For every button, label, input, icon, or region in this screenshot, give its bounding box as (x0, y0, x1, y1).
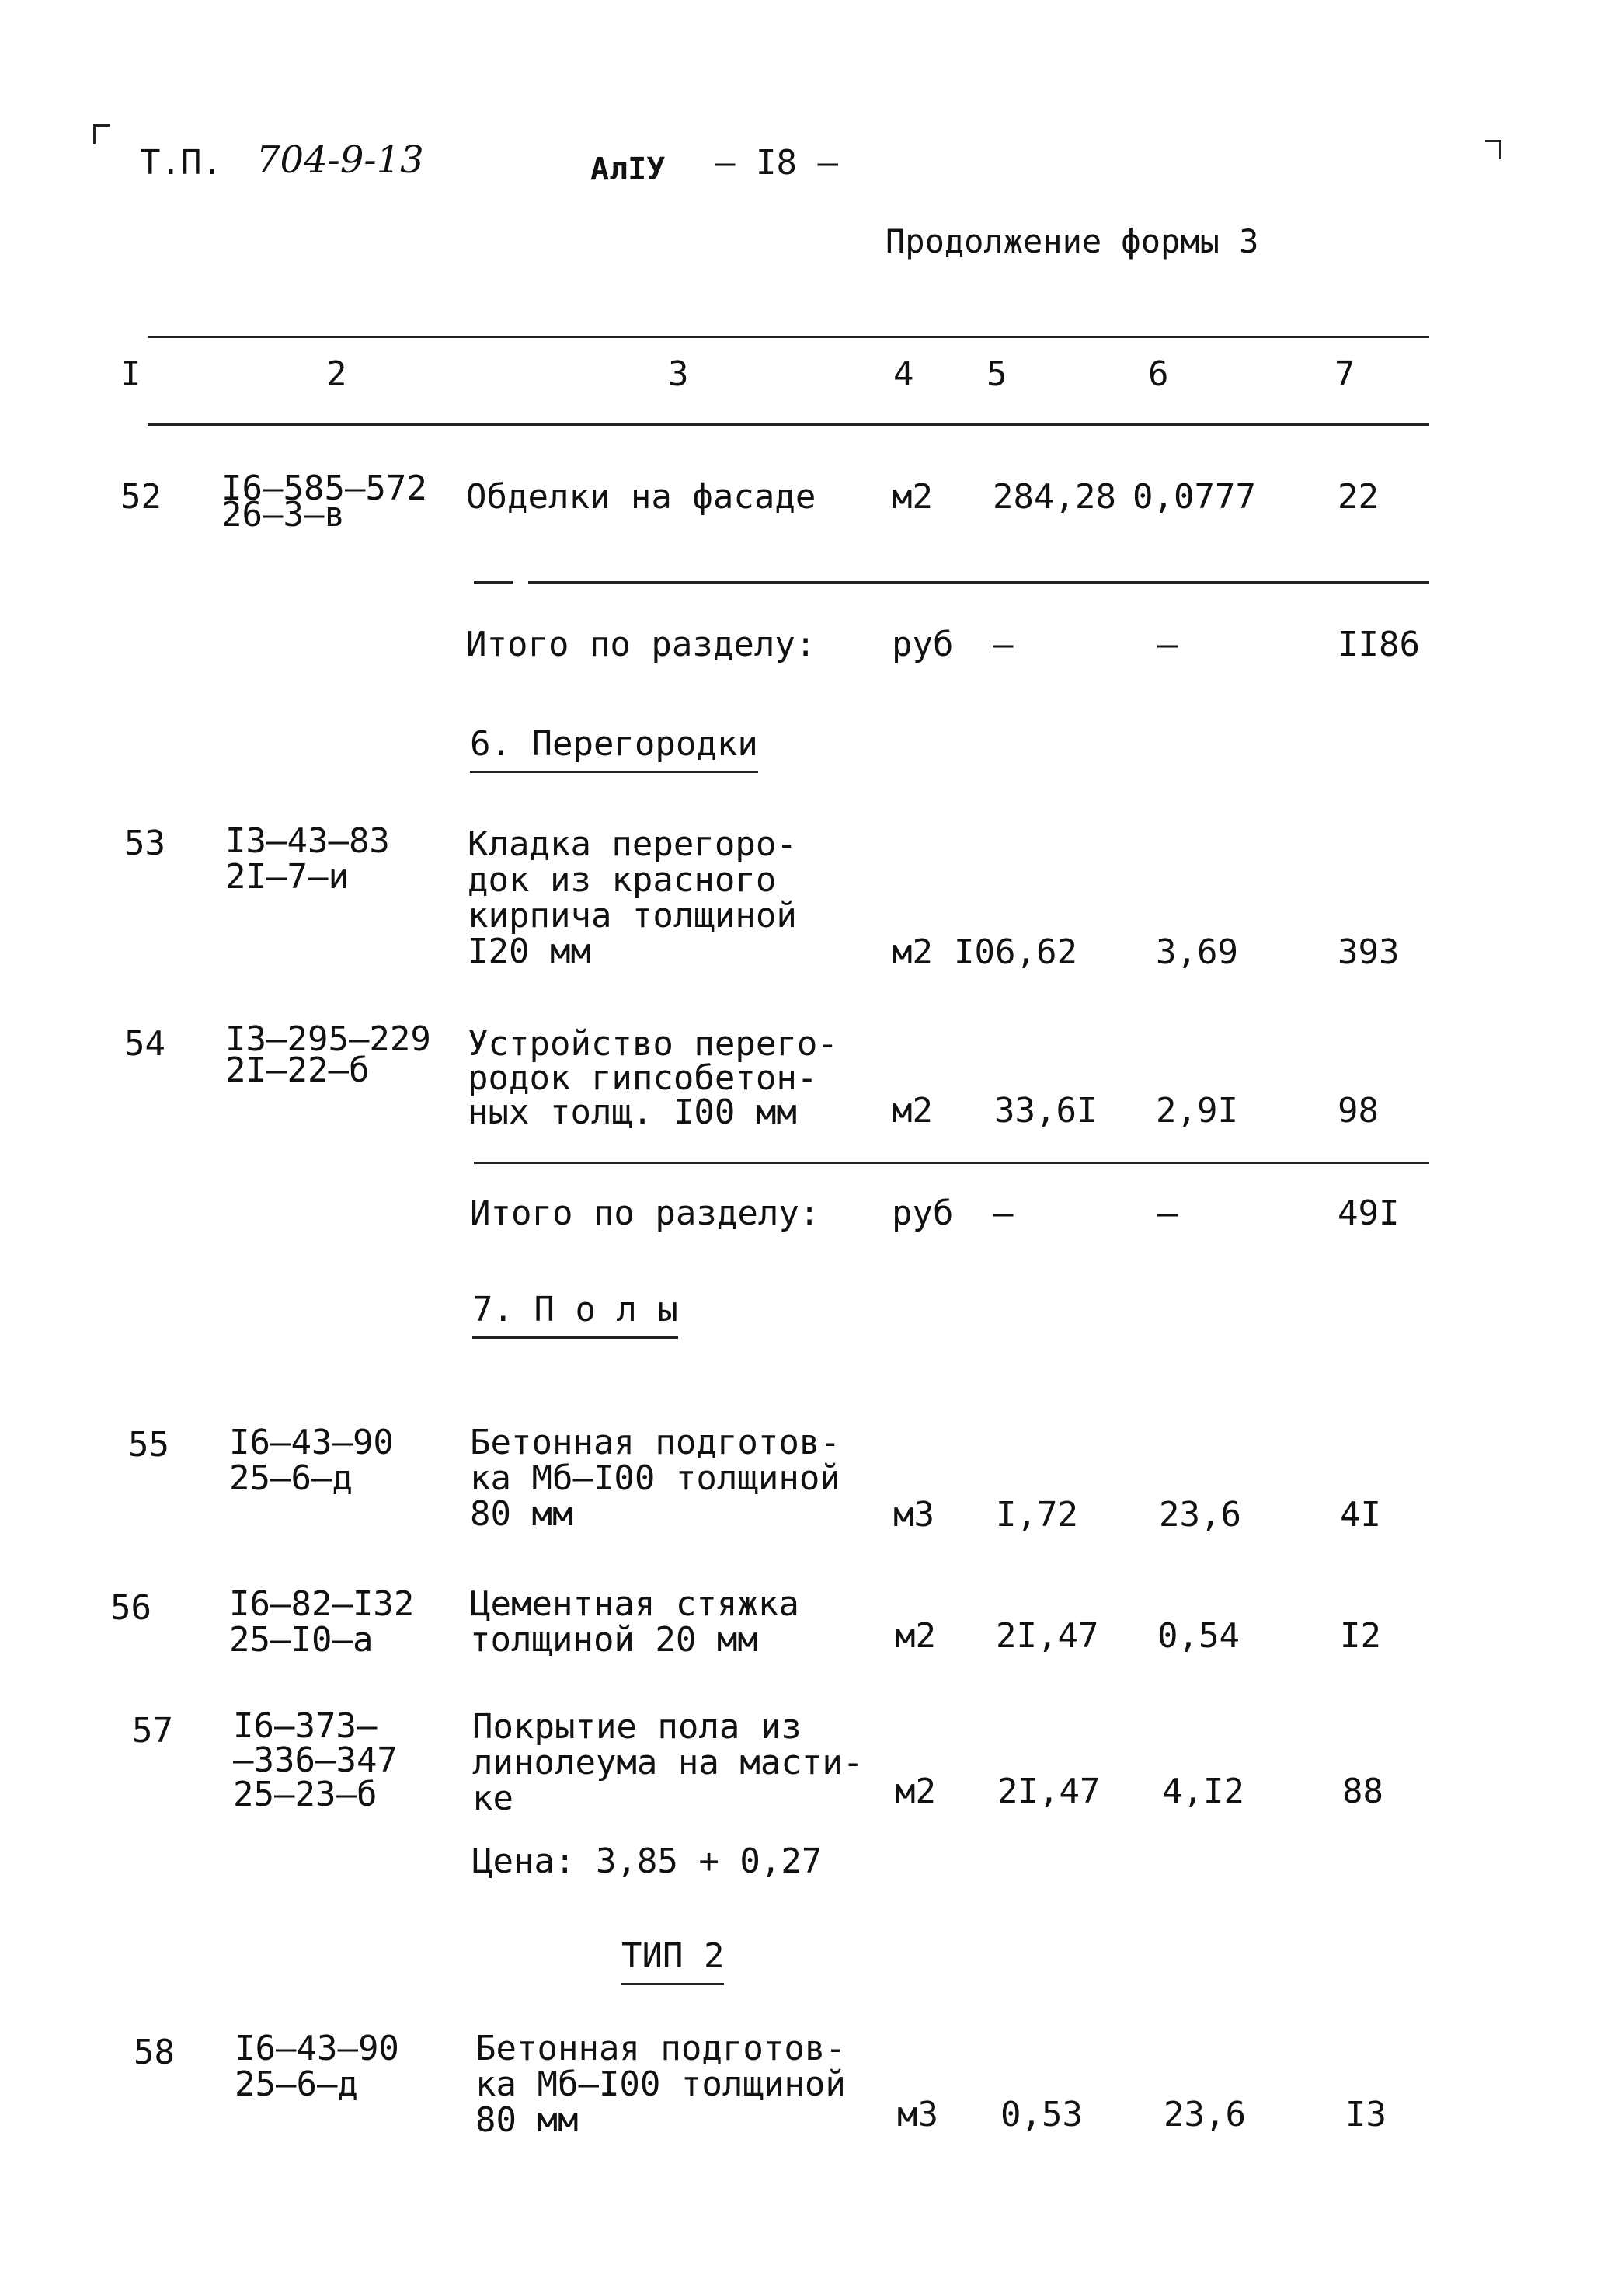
subtotal-2-total: 49I (1338, 1193, 1400, 1233)
subtotal-1-unit: руб (892, 625, 954, 664)
row-56-total: I2 (1340, 1616, 1381, 1656)
row-52-num: 52 (120, 477, 162, 517)
subtotal-2-label: Итого по разделу: (470, 1193, 820, 1233)
row-55-total: 4I (1340, 1495, 1381, 1535)
subtotal-2-price: – (1157, 1193, 1178, 1233)
subtotal-1-price: – (1157, 625, 1178, 664)
subtotal-1-qty: – (993, 625, 1014, 664)
row-53-code: I3–43–83 2I–7–и (225, 821, 390, 897)
row-53-qty: I06,62 (954, 932, 1077, 972)
row-53-unit: м2 (892, 932, 933, 972)
project-code: 704-9-13 (256, 138, 424, 182)
subtotal-1-label: Итого по разделу: (466, 625, 816, 664)
row-53-total: 393 (1338, 932, 1400, 972)
row-57-desc: Покрытие пола из линолеума на масти- ке (472, 1707, 864, 1818)
row-56-num: 56 (110, 1588, 151, 1628)
row-55-code: I6–43–90 25–6–д (229, 1423, 394, 1498)
col-header-3: 3 (668, 354, 689, 394)
row-56-price: 0,54 (1157, 1616, 1240, 1656)
row-57-unit: м2 (895, 1772, 936, 1811)
col-header-4: 4 (893, 354, 914, 394)
row-52-code: I6–585–572 26–3–в (221, 469, 427, 535)
row-53-price: 3,69 (1156, 932, 1238, 972)
row-56-unit: м2 (895, 1616, 936, 1656)
row-52-desc: Обделки на фасаде (466, 477, 816, 517)
row-52-total: 22 (1338, 477, 1379, 517)
row-54-total: 98 (1338, 1091, 1379, 1131)
row-57-code: I6–373– –336–347 25–23–б (233, 1706, 398, 1814)
col-header-6: 6 (1148, 354, 1169, 394)
continuation-note: Продолжение формы 3 (886, 222, 1259, 260)
col-header-7: 7 (1334, 354, 1355, 394)
subtotal-1-total: II86 (1338, 625, 1420, 664)
row-55-qty: I,72 (996, 1495, 1078, 1535)
subtotal-2-unit: руб (892, 1193, 954, 1233)
table-top-rule (148, 336, 1429, 338)
row-55-num: 55 (128, 1425, 169, 1465)
subtotal-2-qty: – (993, 1193, 1014, 1233)
section-floors-heading: 7. П о л ы (472, 1293, 678, 1339)
row-53-num: 53 (124, 824, 165, 863)
section-partitions-heading: 6. Перегородки (470, 727, 758, 773)
col-header-2: 2 (326, 354, 347, 394)
row-55-unit: м3 (893, 1495, 934, 1535)
price-note: Цена: 3,85 + 0,27 (472, 1841, 823, 1881)
row-55-desc: Бетонная подготов- ка Мб–I00 толщиной 80 мм (470, 1423, 840, 1534)
corner-mark-left (93, 124, 110, 144)
row-54-code: I3–295–229 2I–22–б (225, 1019, 431, 1090)
row-54-desc: Устройство перего- родок гипсобетон- ных толщ. I00 мм (468, 1024, 838, 1132)
row-58-unit: м3 (897, 2095, 938, 2134)
row-55-price: 23,6 (1159, 1495, 1241, 1535)
table-header-rule (148, 423, 1429, 426)
type-2-heading: ТИП 2 (621, 1939, 724, 1985)
row-56-desc: Цементная стяжка толщиной 20 мм (470, 1584, 799, 1660)
corner-mark-right (1485, 140, 1501, 159)
row-56-qty: 2I,47 (996, 1616, 1099, 1656)
row-58-code: I6–43–90 25–6–д (235, 2029, 399, 2104)
row-54-price: 2,9I (1156, 1091, 1238, 1131)
page-number: — I8 — (715, 143, 838, 183)
row-54-qty: 33,6I (994, 1091, 1098, 1131)
subtotal-rule-2 (474, 1162, 1429, 1164)
row-54-unit: м2 (892, 1091, 933, 1131)
row-57-price: 4,I2 (1162, 1772, 1244, 1811)
row-58-price: 23,6 (1164, 2095, 1246, 2134)
row-57-total: 88 (1342, 1772, 1383, 1811)
row-54-num: 54 (124, 1024, 165, 1064)
row-58-qty: 0,53 (1000, 2095, 1083, 2134)
row-57-num: 57 (132, 1711, 173, 1751)
row-58-desc: Бетонная подготов- ка Мб–I00 толщиной 80 мм (475, 2029, 846, 2140)
row-52-qty: 284,28 (993, 477, 1116, 517)
subtotal-rule-short (474, 581, 513, 584)
album-code: АлIУ (590, 152, 666, 187)
row-58-num: 58 (134, 2033, 175, 2072)
row-52-price: 0,0777 (1133, 477, 1256, 517)
header-prefix: Т.П. (140, 143, 222, 183)
row-52-unit: м2 (892, 477, 933, 517)
subtotal-rule (528, 581, 1429, 584)
row-58-total: I3 (1345, 2095, 1387, 2134)
col-header-5: 5 (986, 354, 1007, 394)
row-56-code: I6–82–I32 25–I0–а (229, 1584, 415, 1660)
row-57-qty: 2I,47 (997, 1772, 1101, 1811)
col-header-1: I (120, 354, 141, 394)
row-53-desc: Кладка перегоро- док из красного кирпича толщиной I20 мм (468, 824, 797, 971)
